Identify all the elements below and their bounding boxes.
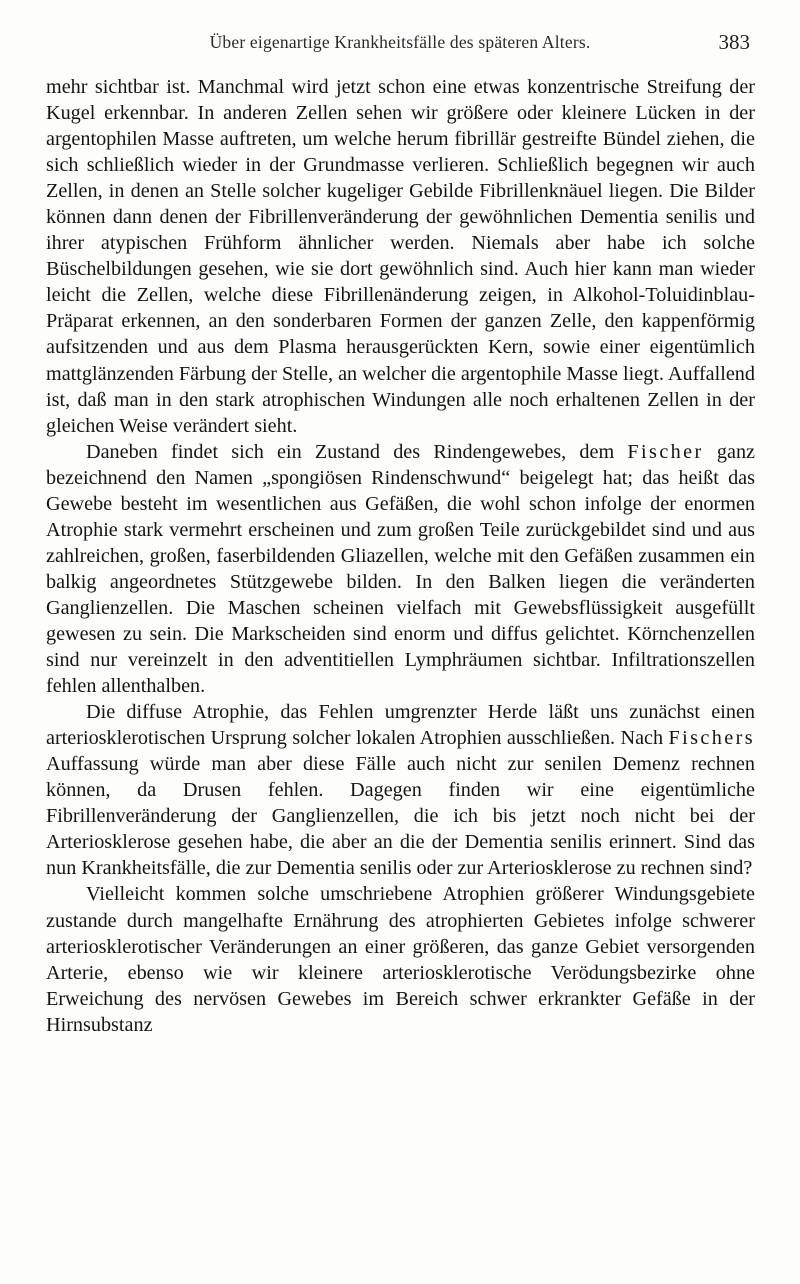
page-number: 383 <box>718 30 750 54</box>
body-text <box>46 74 755 1038</box>
paragraph-2 <box>46 439 755 699</box>
paragraph-3-text-a: Die diffuse Atrophie, das Fehlen umgrenzter Herde läßt uns zunächst einen arteriosklerotischen Ursprung solcher lokalen Atrophien ausschließen. Nach <box>46 701 755 750</box>
paragraph-2-text-b: ganz bezeichnend den Namen „spongiösen Rindenschwund“ beigelegt hat; das heißt das Gewebe besteht im wesentlichen aus Gefäßen, die wohl schon infolge der enormen Atrophie stark vermehrt erscheinen und zum großen Teile zurückgebildet sind und aus zahlreichen, großen, faserbildenden Gliazellen, welche mit den Gefäßen zusammen ein balkig angeordnetes Stützgewebe bilden. In den Balken liegen die veränderten Ganglienzellen. Die Maschen scheinen vielfach mit Gewebsflüssigkeit ausgefüllt gewesen zu sein. Die Markscheiden sind enorm und diffus gelichtet. Körnchenzellen sind nur vereinzelt in den adventitiellen Lymphräumen sichtbar. Infiltrationszellen fehlen allenthalben. <box>46 440 755 698</box>
running-head <box>44 32 756 60</box>
paragraph-1: mehr sichtbar ist. Manchmal wird jetzt schon eine etwas konzentrische Streifung der Kugel erkennbar. In anderen Zellen sehen wir größere oder kleinere Lücken in der argentophilen Masse auftreten, um welche herum fibrillär gestreifte Bündel ziehen, die sich schließlich wieder in der Grundmasse verlieren. Schließlich begegnen wir auch Zellen, in denen an Stelle solcher kugeliger Gebilde Fibrillenknäuel liegen. Die Bilder können dann denen der Fibrillenveränderung der gewöhnlichen Dementia senilis und ihrer atypischen Frühform ähnlicher werden. Niemals aber habe ich solche Büschelbildungen gesehen, wie sie dort gewöhnlich sind. Auch hier kann man wieder leicht die Zellen, welche diese Fibrillenänderung zeigen, in Alkohol-Toluidinblau-Präparat erkennen, an den sonderbaren Formen der ganzen Zelle, den kappenförmig aufsitzenden und aus dem Plasma herausgerückten Kern, sowie einer eigentümlich mattglänzenden Färbung der Stelle, an welcher die argentophile Masse liegt. Auffallend ist, daß man in den stark atrophischen Windungen alle noch erhaltenen Zellen in der gleichen Weise verändert sieht. <box>46 76 755 437</box>
paragraph-3-text-b: Auffassung würde man aber diese Fälle auch nicht zur senilen Demenz rechnen können, da Drusen fehlen. Dagegen finden wir eine eigentümliche Fibrillenveränderung der Ganglienzellen, die ich bis jetzt noch nicht bei der Arteriosklerose gesehen habe, die aber an die der Dementia senilis erinnert. Sind das nun Krankheitsfälle, die zur Dementia senilis oder zur Arteriosklerose zu rechnen sind? <box>46 753 755 880</box>
paragraph-3 <box>46 699 755 881</box>
running-title: Über eigenartige Krankheitsfälle des späteren Alters. <box>209 32 591 52</box>
author-name-fischer: Fischer <box>627 440 704 463</box>
author-name-fischers: Fischers <box>668 727 755 750</box>
paragraph-4: Vielleicht kommen solche umschriebene Atrophien größerer Windungsgebiete zustande durch mangelhafte Ernährung des atrophierten Gebietes infolge schwerer arteriosklerotischer Veränderungen an einer größeren, das ganze Gebiet versorgenden Arterie, ebenso wie wir kleinere arteriosklerotische Verödungsbezirke ohne Erweichung des nervösen Gewebes im Bereich schwer erkrankter Gefäße in der Hirnsubstanz <box>46 883 755 1036</box>
paragraph-2-text-a: Daneben findet sich ein Zustand des Rindengewebes, dem <box>86 440 628 463</box>
